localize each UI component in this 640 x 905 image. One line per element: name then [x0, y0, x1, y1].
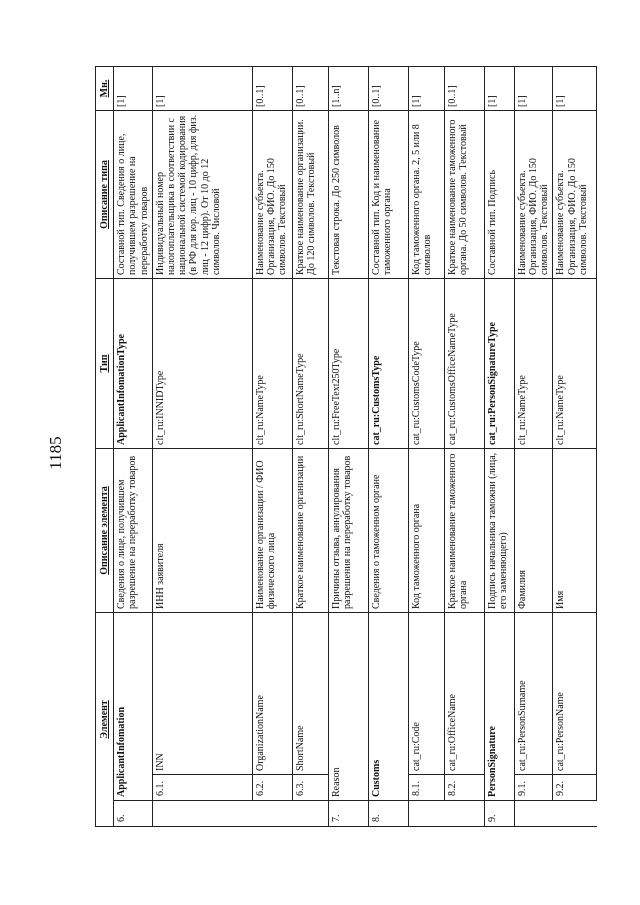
- table-row: [292, 66, 328, 826]
- row-number: 7.: [328, 801, 368, 827]
- cardinality: [1]: [484, 66, 514, 110]
- table-row: [328, 66, 368, 826]
- row-number: 9.: [484, 801, 514, 827]
- element-name: Customs: [368, 612, 408, 800]
- element-name: ApplicantInfomation: [114, 612, 153, 800]
- element-description: Подпись начальника таможни (лица, его заменяющего): [484, 448, 514, 612]
- row-subnumber: 8.1.: [408, 775, 444, 801]
- header-type: Тип: [96, 278, 114, 448]
- table-row: [484, 66, 514, 826]
- indent-cell: [444, 801, 484, 827]
- indent-cell: [553, 801, 597, 827]
- element-description: Код таможенного органа: [408, 448, 444, 612]
- element-description: Наименование организации / ФИО физического лица: [252, 448, 292, 612]
- row-subnumber: 9.1.: [514, 775, 553, 801]
- table-row: [444, 66, 484, 826]
- element-description: Краткое наименование организации: [292, 448, 328, 612]
- table-body: [114, 66, 597, 826]
- type-description: Код таможенного органа. 2, 5 или 8 символов: [408, 110, 444, 278]
- row-subnumber: 6.3.: [292, 775, 328, 801]
- type-name: clt_ru:NameType: [514, 278, 553, 448]
- element-description: Сведения о лице, получившем разрешение на переработку товаров: [114, 448, 153, 612]
- cardinality: [1]: [553, 66, 597, 110]
- type-name: clt_ru:INNIDType: [152, 278, 252, 448]
- row-number: 6.: [114, 801, 153, 827]
- element-name: ShortName: [292, 612, 328, 774]
- element-description: Фамилия: [514, 448, 553, 612]
- cardinality: [1]: [408, 66, 444, 110]
- indent-cell: [514, 801, 553, 827]
- row-subnumber: 9.2.: [553, 775, 597, 801]
- type-description: Составной тип. Сведения о лице, получившем разрешение на переработку товаров: [114, 110, 153, 278]
- row-subnumber: 6.1.: [152, 775, 252, 801]
- indent-cell: [292, 801, 328, 827]
- cardinality: [0..1]: [368, 66, 408, 110]
- indent-cell: [408, 801, 444, 827]
- type-description: Наименование субъекта. Организация, ФИО. До 150 символов. Текстовый: [252, 110, 292, 278]
- type-name: ApplicantInfomationType: [114, 278, 153, 448]
- element-name: Reason: [328, 612, 368, 800]
- header-element: Элемент: [96, 612, 114, 826]
- element-name: cat_ru:Code: [408, 612, 444, 774]
- cardinality: [0..1]: [292, 66, 328, 110]
- type-name: clt_ru:NameType: [553, 278, 597, 448]
- row-number: 8.: [368, 801, 408, 827]
- element-name: INN: [152, 612, 252, 774]
- type-name: cat_ru:CustomsType: [368, 278, 408, 448]
- indent-cell: [152, 801, 252, 827]
- type-description: Краткое наименование организации. До 120 символов. Текстовый: [292, 110, 328, 278]
- table-row: [553, 66, 597, 826]
- type-name: clt_ru:ShortNameType: [292, 278, 328, 448]
- type-description: Краткое наименование таможенного органа. До 50 символов. Текстовый: [444, 110, 484, 278]
- type-name: cat_ru:CustomsOfficeNameType: [444, 278, 484, 448]
- table-row: [152, 66, 252, 826]
- table-header-row: [96, 66, 114, 826]
- element-description: Причины отзыва, аннулирования разрешения на переработку товаров: [328, 448, 368, 612]
- element-description: ИНН заявителя: [152, 448, 252, 612]
- type-description: Текстовая строка. До 250 символов: [328, 110, 368, 278]
- header-card: Мн.: [96, 66, 114, 110]
- type-name: cat_ru:CustomsCodeType: [408, 278, 444, 448]
- indent-cell: [252, 801, 292, 827]
- table-row: [114, 66, 153, 826]
- type-description: Наименование субъекта. Организация, ФИО. До 150 символов. Текстовый: [514, 110, 553, 278]
- element-description: Краткое наименование таможенного органа: [444, 448, 484, 612]
- table-row: [514, 66, 553, 826]
- cardinality: [1..n]: [328, 66, 368, 110]
- header-type-desc: Описание типа: [96, 110, 114, 278]
- cardinality: [1]: [514, 66, 553, 110]
- type-name: clt_ru:FreeText250Type: [328, 278, 368, 448]
- element-name: OrganizationName: [252, 612, 292, 774]
- element-name: cat_ru:OfficeName: [444, 612, 484, 774]
- row-subnumber: 6.2.: [252, 775, 292, 801]
- cardinality: [1]: [152, 66, 252, 110]
- page-number: 1185: [46, 436, 65, 470]
- table-row: [252, 66, 292, 826]
- rotated-table-container: [95, 67, 589, 827]
- table-row: [368, 66, 408, 826]
- type-name: cat_ru:PersonSignatureType: [484, 278, 514, 448]
- element-name: cat_ru:PersonSurname: [514, 612, 553, 774]
- cardinality: [1]: [114, 66, 153, 110]
- table-row: [408, 66, 444, 826]
- type-description: Составной тип. Подпись: [484, 110, 514, 278]
- header-element-desc: Описание элемента: [96, 448, 114, 612]
- type-name: clt_ru:NameType: [252, 278, 292, 448]
- element-description: Сведения о таможенном органе: [368, 448, 408, 612]
- type-description: Составной тип. Код и наименование таможенного органа: [368, 110, 408, 278]
- element-name: cat_ru:PersonName: [553, 612, 597, 774]
- type-description: Наименование субъекта. Организация, ФИО. До 150 символов. Текстовый: [553, 110, 597, 278]
- cardinality: [0..1]: [252, 66, 292, 110]
- type-description: Индивидуальный номер налогоплательщика в соответствии с национальной системой кодирования (в РФ для юр. лиц - 10 цифр, для физ. лиц - 12 цифр). От 10 до 12 символов. Числовой: [152, 110, 252, 278]
- cardinality: [0..1]: [444, 66, 484, 110]
- element-table: [95, 66, 597, 827]
- element-description: Имя: [553, 448, 597, 612]
- row-subnumber: 8.2.: [444, 775, 484, 801]
- element-name: PersonSignature: [484, 612, 514, 800]
